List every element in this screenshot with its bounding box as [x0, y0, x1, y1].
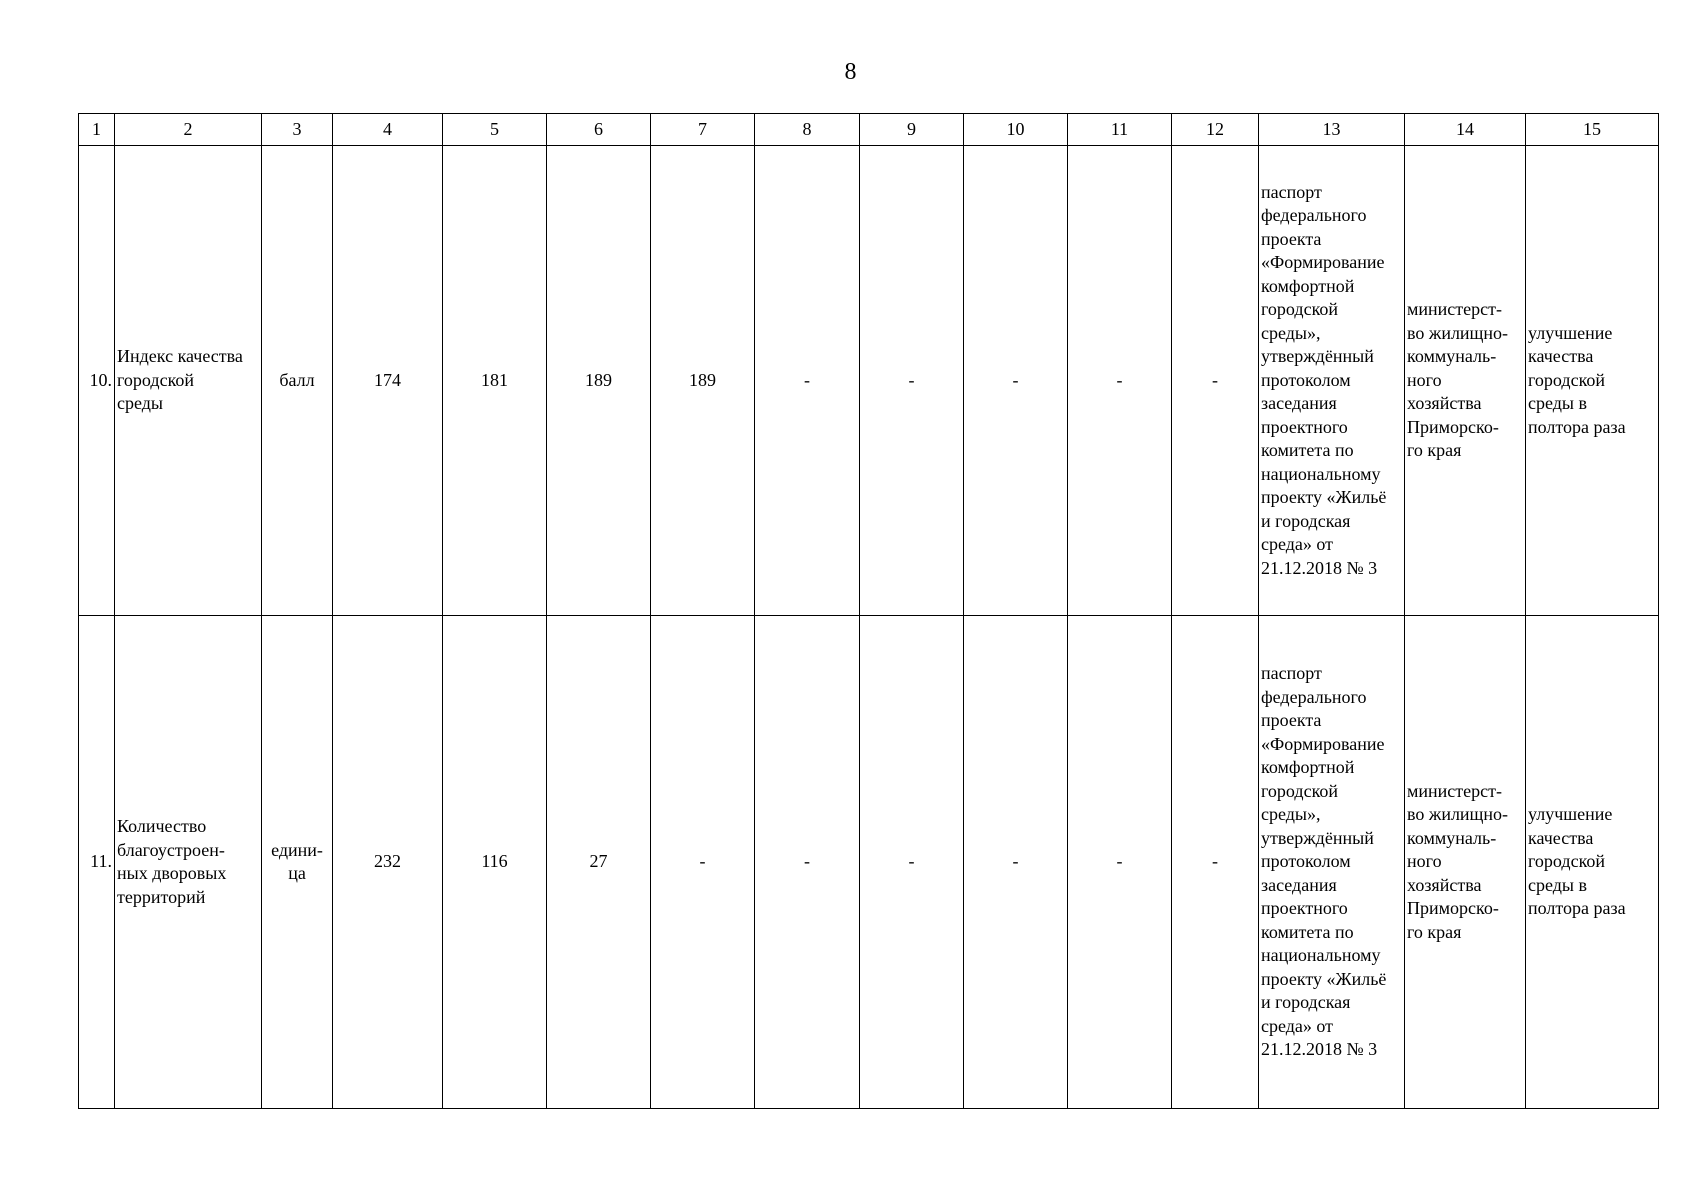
header-cell-14: 14: [1405, 114, 1526, 146]
value-col-4: 232: [333, 616, 443, 1109]
indicators-table: [78, 113, 1659, 1109]
page-number: 8: [844, 59, 857, 85]
unit: балл: [262, 146, 333, 616]
header-cell-1: 1: [79, 114, 115, 146]
value-col-11: -: [1068, 616, 1172, 1109]
header-cell-7: 7: [651, 114, 755, 146]
table-row: [79, 616, 1659, 1109]
value-col-4: 174: [333, 146, 443, 616]
header-cell-3: 3: [262, 114, 333, 146]
header-cell-4: 4: [333, 114, 443, 146]
value-col-8: -: [755, 146, 860, 616]
value-col-10: -: [964, 616, 1068, 1109]
value-col-6: 27: [547, 616, 651, 1109]
header-cell-13: 13: [1259, 114, 1405, 146]
value-col-5: 181: [443, 146, 547, 616]
row-number: 10.: [79, 146, 115, 616]
value-col-9: -: [860, 146, 964, 616]
header-cell-2: 2: [115, 114, 262, 146]
row-number: 11.: [79, 616, 115, 1109]
header-row: [79, 114, 1659, 146]
responsible-body: министерст- во жилищно- коммуналь- ного хозяйства Приморско- го края: [1405, 616, 1526, 1109]
header-cell-8: 8: [755, 114, 860, 146]
header-cell-9: 9: [860, 114, 964, 146]
source-document: паспорт федерального проекта «Формирование комфортной городской среды», утверждённый протоколом заседания проектного комитета по национальному проекту «Жильё и городская среда» от 21.12.2018 № 3: [1259, 616, 1405, 1109]
value-col-12: -: [1172, 146, 1259, 616]
value-col-6: 189: [547, 146, 651, 616]
value-col-11: -: [1068, 146, 1172, 616]
source-document: паспорт федерального проекта «Формирование комфортной городской среды», утверждённый протоколом заседания проектного комитета по национальному проекту «Жильё и городская среда» от 21.12.2018 № 3: [1259, 146, 1405, 616]
value-col-8: -: [755, 616, 860, 1109]
header-cell-12: 12: [1172, 114, 1259, 146]
header-cell-10: 10: [964, 114, 1068, 146]
header-cell-6: 6: [547, 114, 651, 146]
value-col-12: -: [1172, 616, 1259, 1109]
value-col-5: 116: [443, 616, 547, 1109]
unit: едини- ца: [262, 616, 333, 1109]
value-col-9: -: [860, 616, 964, 1109]
indicator-name: Индекс качества городской среды: [115, 146, 262, 616]
indicator-name: Количество благоустроен- ных дворовых территорий: [115, 616, 262, 1109]
header-cell-5: 5: [443, 114, 547, 146]
responsible-body: министерст- во жилищно- коммуналь- ного хозяйства Приморско- го края: [1405, 146, 1526, 616]
value-col-7: -: [651, 616, 755, 1109]
value-col-10: -: [964, 146, 1068, 616]
value-col-7: 189: [651, 146, 755, 616]
expected-result: улучшение качества городской среды в полтора раза: [1526, 146, 1659, 616]
header-cell-11: 11: [1068, 114, 1172, 146]
table-row: [79, 146, 1659, 616]
header-cell-15: 15: [1526, 114, 1659, 146]
expected-result: улучшение качества городской среды в полтора раза: [1526, 616, 1659, 1109]
